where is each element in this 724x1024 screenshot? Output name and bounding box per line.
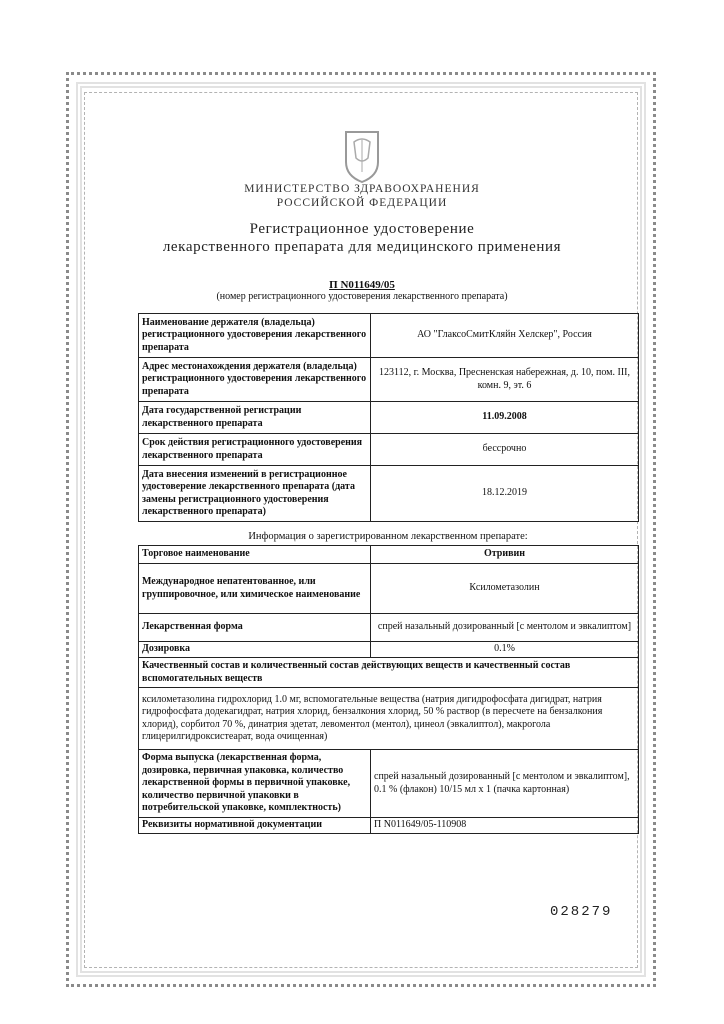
document-title-line-1: Регистрационное удостоверение: [249, 221, 475, 237]
composition-table: [138, 657, 639, 834]
address-label: Адрес местонахождения держателя (владельца) регистрационного удостоверения лекарственного препарата: [139, 358, 371, 402]
registration-number: П N011649/05: [329, 279, 395, 291]
release-form-value: спрей назальный дозированный [с ментолом и эвкалиптом], 0.1 % (флакон) 10/15 мл х 1 (пачка картонная): [371, 750, 639, 818]
registration-date-label: Дата государственной регистрации лекарственного препарата: [139, 402, 371, 434]
changes-date-label: Дата внесения изменений в регистрационное удостоверение лекарственного препарата (дата замены регистрационного удостоверения лекарственного препарата): [139, 466, 371, 522]
normative-doc-label: Реквизиты нормативной документации: [139, 818, 371, 834]
ministry-line-1: МИНИСТЕРСТВО ЗДРАВООХРАНЕНИЯ: [244, 183, 480, 195]
dosage-form-label: Лекарственная форма: [139, 614, 371, 642]
table-row: [139, 314, 639, 358]
changes-date-value: 18.12.2019: [371, 466, 639, 522]
registration-number-caption: (номер регистрационного удостоверения лекарственного препарата): [216, 291, 508, 302]
table-row: [139, 642, 639, 658]
trade-name-label: Торговое наименование: [139, 546, 371, 564]
table-row: [139, 466, 639, 522]
inn-label: Международное непатентованное, или группировочное, или химическое наименование: [139, 564, 371, 614]
release-form-label: Форма выпуска (лекарственная форма, дозировка, первичная упаковка, количество лекарственной формы в первичной упаковке, количество первичной упаковки в потребительской упаковке, комплектность): [139, 750, 371, 818]
table-row: [139, 564, 639, 614]
ministry-line-2: РОССИЙСКОЙ ФЕДЕРАЦИИ: [276, 197, 448, 209]
table-row: [139, 402, 639, 434]
dosage-form-value: спрей назальный дозированный [с ментолом и эвкалиптом]: [371, 614, 639, 642]
table-row: [139, 434, 639, 466]
registration-date-value: 11.09.2008: [371, 402, 639, 434]
drug-info-table: [138, 545, 639, 658]
holder-label: Наименование держателя (владельца) регистрационного удостоверения лекарственного препарата: [139, 314, 371, 358]
coat-of-arms-icon: [342, 128, 382, 184]
holder-info-table: [138, 313, 639, 522]
trade-name-value: Отривин: [371, 546, 639, 564]
normative-doc-value: П N011649/05-110908: [371, 818, 639, 834]
table-row: [139, 688, 639, 750]
table-row: [139, 818, 639, 834]
dosage-value: 0.1%: [371, 642, 639, 658]
address-value: 123112, г. Москва, Пресненская набережная, д. 10, пом. III, комн. 9, эт. 6: [371, 358, 639, 402]
table-row: [139, 358, 639, 402]
composition-text: ксилометазолина гидрохлорид 1.0 мг, вспомогательные вещества (натрия дигидрофосфата дигидрат, натрия гидрофосфата додекагидрат, натрия хлорид, бензалкония хлорид, 50 % раствор (в пересчете на бензалкония хлорид), сорбитол 70 %, динатрия эдетат, левоментол (ментол), цинеол (эвкалиптол), макрогола глицерилгидроксистеарат, вода очищенная): [139, 688, 639, 750]
inn-value: Ксилометазолин: [371, 564, 639, 614]
table-row: [139, 546, 639, 564]
validity-label: Срок действия регистрационного удостоверения лекарственного препарата: [139, 434, 371, 466]
serial-number: 028279: [550, 904, 613, 920]
dosage-label: Дозировка: [139, 642, 371, 658]
table-row: [139, 614, 639, 642]
drug-info-heading: Информация о зарегистрированном лекарственном препарате:: [248, 531, 528, 542]
document-title-line-2: лекарственного препарата для медицинского применения: [162, 239, 562, 255]
validity-value: бессрочно: [371, 434, 639, 466]
holder-value: АО "ГлаксоСмитКляйн Хелскер", Россия: [371, 314, 639, 358]
composition-heading: Качественный состав и количественный состав действующих веществ и качественный состав вспомогательных веществ: [139, 658, 639, 688]
table-row: [139, 658, 639, 688]
table-row: [139, 750, 639, 818]
